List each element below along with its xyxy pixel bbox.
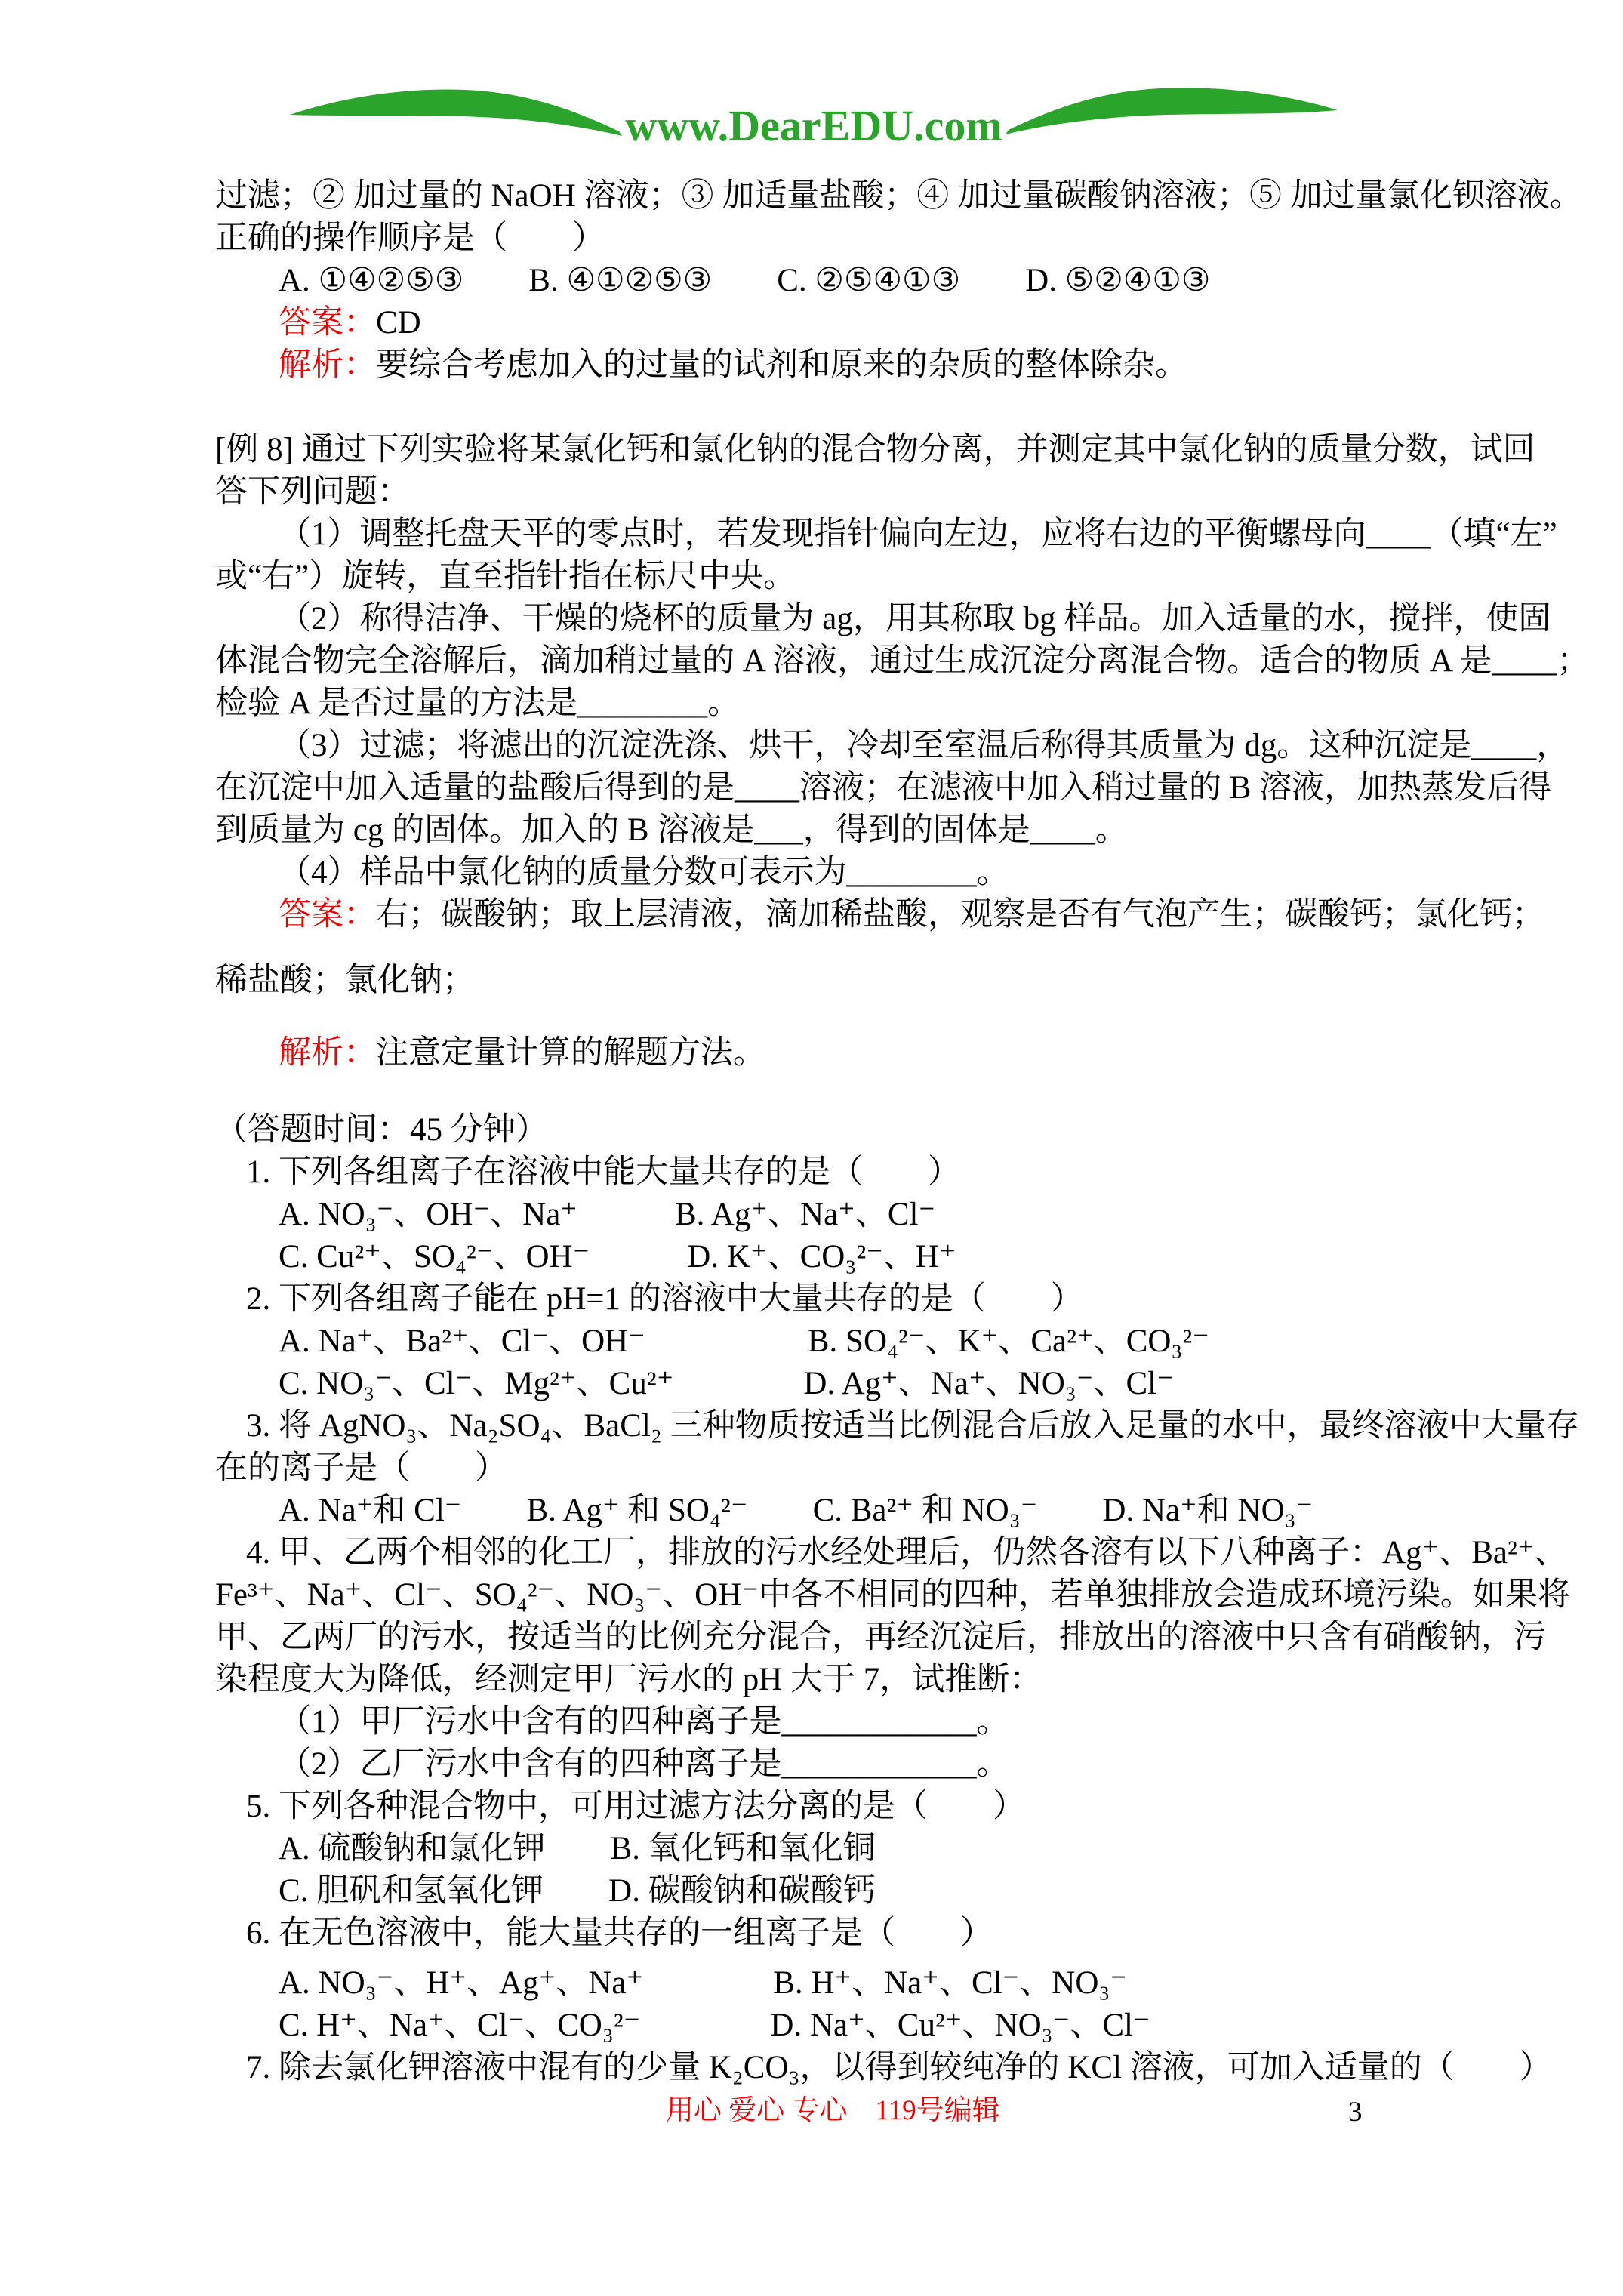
text-line [215,1870,1491,1912]
footer-slogan: 用心 爱心 专心 119号编辑 [666,2095,1000,2126]
text-line [215,471,1491,513]
answer-label: 解析： [279,347,376,383]
text-segment: 甲、乙两厂的污水，按适当的比例充分混合，再经沉淀后，排放出的溶液中只含有硝酸钠，污 [215,1620,1546,1655]
logo-graphic [288,83,1339,162]
text-segment: 过滤；② 加过量的 NaOH 溶液；③ 加适量盐酸；④ 加过量碳酸钠溶液；⑤ 加过量氯化钡溶液。 [215,178,1582,214]
text-segment: 1. 下列各组离子在溶液中能大量共存的是（ ） [246,1154,960,1190]
text-line [215,725,1569,767]
text-segment: 染程度大为降低，经测定甲厂污水的 pH 大于 7，试推断： [215,1662,1042,1697]
text-line [215,1032,1491,1074]
text-segment: （4）样品中氯化钠的质量分数可表示为________。 [279,855,1009,890]
text-segment: A. 硫酸钠和氯化钾 B. 氧化钙和氧化铜 [279,1831,876,1866]
text-segment: 或“右”）旋转，直至指针指在标尺中央。 [215,559,796,594]
text-line [215,894,1544,936]
text-line [215,960,1491,1002]
text-line [215,217,1491,260]
text-line [215,1363,1491,1405]
text-line [215,1194,1491,1236]
answer-label: 答案： [279,897,376,932]
text-segment: [例 8] 通过下列实验将某氯化钙和氯化钠的混合物分离，并测定其中氯化钠的质量分数，试回 [215,432,1535,467]
text-line [215,598,1551,640]
text-line [215,175,1582,217]
text-segment: 在的离子是（ ） [215,1450,507,1486]
answer-label: 答案： [279,305,376,341]
text-segment: 在沉淀中加入适量的盐酸后得到的是____溶液；在滤液中加入稍过量的 B 溶液，加热蒸发后得 [215,770,1552,806]
text-segment: （2）乙厂污水中含有的四种离子是____________。 [279,1746,1009,1782]
logo-text: www.DearEDU.com [625,101,1002,150]
text-segment: C. H⁺、Na⁺、Cl⁻、CO₃²⁻ D. Na⁺、Cu²⁺、NO₃⁻、Cl⁻ [279,2008,1150,2043]
text-segment: （1）调整托盘天平的零点时，若发现指针偏向左边，应将右边的平衡螺母向____（填“左” [279,516,1557,552]
text-line [215,1236,1491,1278]
text-segment: A. Na⁺、Ba²⁺、Cl⁻、OH⁻ B. SO₄²⁻、K⁺、Ca²⁺、CO₃²⁻ [279,1324,1210,1359]
text-segment: A. Na⁺和 Cl⁻ B. Ag⁺ 和 SO₄²⁻ C. Ba²⁺ 和 NO₃⁻ D. Na⁺和 NO₃⁻ [279,1493,1313,1528]
text-line [215,809,1491,852]
logo-wave-right-icon [1006,88,1338,134]
text-line [215,1151,1491,1194]
text-line [215,1912,1491,1955]
text-line [215,1532,1567,1574]
text-segment: C. Cu²⁺、SO₄²⁻、OH⁻ D. K⁺、CO₃²⁻、H⁺ [279,1239,956,1274]
text-line [215,767,1552,809]
text-line [215,852,1491,894]
text-line [215,1659,1491,1701]
text-segment: 6. 在无色溶液中，能大量共存的一组离子是（ ） [246,1915,993,1951]
text-line [215,1490,1491,1532]
text-segment: 检验 A 是否过量的方法是________。 [215,686,741,721]
text-line [215,513,1557,556]
text-segment: 4. 甲、乙两个相邻的化工厂，排放的污水经处理后，仍然各溶有以下八种离子：Ag⁺、Ba²⁺、 [246,1535,1567,1570]
text-segment: 稀盐酸；氯化钠； [215,963,475,998]
text-segment: C. NO₃⁻、Cl⁻、Mg²⁺、Cu²⁺ D. Ag⁺、Na⁺、NO₃⁻、Cl⁻ [279,1366,1174,1401]
text-segment: （答题时间：45 分钟） [215,1112,548,1148]
text-line [215,1405,1579,1447]
text-line [215,429,1535,471]
answer-label: 解析： [279,1035,376,1071]
text-segment: C. 胆矾和氢氧化钾 D. 碳酸钠和碳酸钙 [279,1873,876,1909]
text-segment: 3. 将 AgNO₃、Na₂SO₄、BaCl₂ 三种物质按适当比例混合后放入足量的水中，最终溶液中大量存 [246,1408,1579,1444]
text-line [215,683,1491,725]
text-segment: 2. 下列各组离子能在 pH=1 的溶液中大量共存的是（ ） [246,1281,1083,1317]
text-line [215,1574,1570,1616]
text-line [215,344,1491,387]
text-segment: 7. 除去氯化钾溶液中混有的少量 K₂CO₃，以得到较纯净的 KCl 溶液，可加入适量的（ ） [246,2050,1552,2085]
text-line [215,1828,1491,1870]
text-segment: A. ①④②⑤③ B. ④①②⑤③ C. ②⑤④①③ D. ⑤②④①③ [279,263,1211,298]
text-segment: （2）称得洁净、干燥的烧杯的质量为 ag，用其称取 bg 样品。加入适量的水，搅拌，使固 [279,601,1551,636]
logo-wave-left-icon [290,89,622,136]
text-line [215,1701,1491,1743]
text-segment: 注意定量计算的解题方法。 [376,1035,765,1071]
text-line [215,640,1590,683]
text-segment: 答下列问题： [215,474,410,510]
text-segment: 右；碳酸钠；取上层清液，滴加稀盐酸，观察是否有气泡产生；碳酸钙；氯化钙； [376,897,1544,932]
text-segment: A. NO₃⁻、OH⁻、Na⁺ B. Ag⁺、Na⁺、Cl⁻ [279,1197,936,1232]
text-segment: （1）甲厂污水中含有的四种离子是____________。 [279,1704,1009,1740]
text-segment: 5. 下列各种混合物中，可用过滤方法分离的是（ ） [246,1789,1025,1824]
text-line [215,1616,1546,1659]
text-line [215,302,1491,344]
text-line [215,1743,1491,1786]
page-number: 3 [1348,2097,1363,2128]
text-line [215,556,1491,598]
text-line [215,2005,1491,2047]
text-segment: 到质量为 cg 的固体。加入的 B 溶液是___，得到的固体是____。 [215,812,1128,848]
document-body [215,175,1590,2089]
text-line [215,1786,1491,1828]
text-segment: Fe³⁺、Na⁺、Cl⁻、SO₄²⁻、NO₃⁻、OH⁻中各不相同的四种，若单独排放会造成环境污染。如果将 [215,1577,1570,1613]
text-line [215,1962,1491,2005]
text-segment: A. NO₃⁻、H⁺、Ag⁺、Na⁺ B. H⁺、Na⁺、Cl⁻、NO₃⁻ [279,1965,1128,2001]
text-segment: 体混合物完全溶解后，滴加稍过量的 A 溶液，通过生成沉淀分离混合物。适合的物质 A 是____； [215,643,1590,679]
text-line [215,1447,1491,1490]
text-line [215,260,1491,302]
text-line [215,1321,1491,1363]
logo [288,83,1339,162]
text-line [215,1278,1491,1321]
text-segment: （3）过滤；将滤出的沉淀洗涤、烘干，冷却至室温后称得其质量为 dg。这种沉淀是____， [279,728,1569,763]
text-segment: CD [376,305,421,341]
text-line [215,1109,1491,1151]
text-line [215,2047,1552,2089]
text-segment: 要综合考虑加入的过量的试剂和原来的杂质的整体除杂。 [376,347,1187,383]
text-segment: 正确的操作顺序是（ ） [215,220,605,256]
